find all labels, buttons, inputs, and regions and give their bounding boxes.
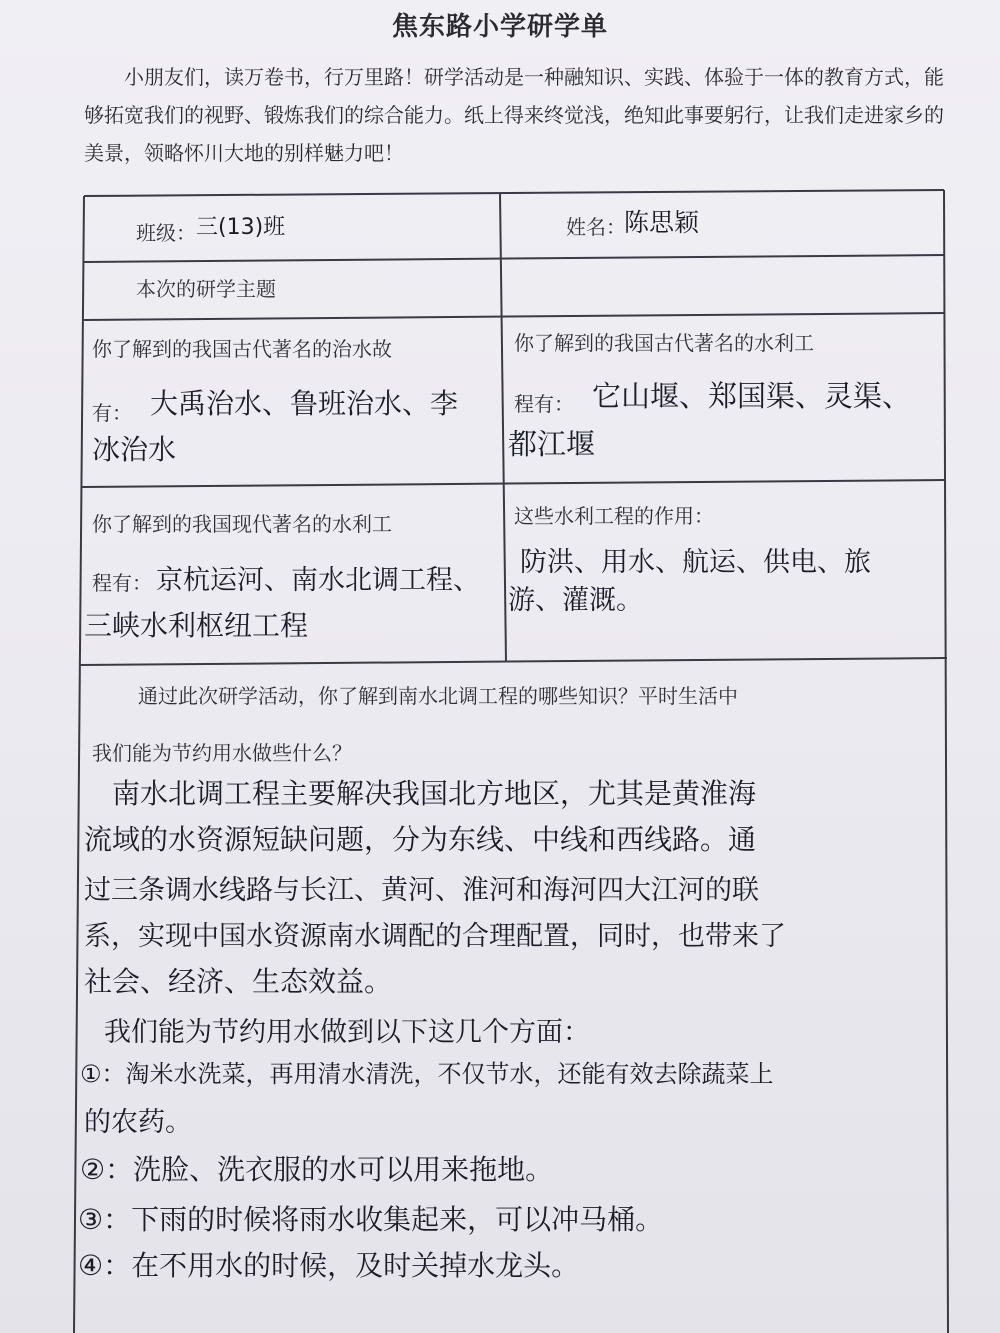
ancient-story-answer-2: 冰治水 bbox=[92, 433, 177, 466]
reflection-answer-line: ④：在不用水的时候，及时关掉水龙头。 bbox=[78, 1249, 580, 1282]
reflection-answer-line: ①：淘米水洗菜，再用清水清洗，不仅节水，还能有效去除蔬菜上 bbox=[80, 1060, 774, 1088]
name-value: 陈思颖 bbox=[624, 208, 700, 237]
grid-line-row4 bbox=[79, 658, 947, 665]
reflection-answer-line: 我们能为节约用水做到以下这几个方面： bbox=[104, 1017, 590, 1048]
grid-line-row1 bbox=[84, 255, 945, 262]
ancient-project-prompt-1: 你了解到的我国古代著名的水利工 bbox=[514, 331, 814, 355]
grid-line-top bbox=[84, 190, 944, 196]
reflection-question-2: 我们能为节约用水做些什么？ bbox=[92, 741, 352, 765]
project-effect-answer-2: 游、灌溉。 bbox=[508, 585, 643, 616]
ancient-story-prompt-2: 有： bbox=[92, 401, 132, 425]
project-effect-answer-1: 防洪、用水、航运、供电、旅 bbox=[520, 547, 871, 578]
reflection-answer-line: ②：洗脸、洗衣服的水可以用来拖地。 bbox=[80, 1153, 554, 1186]
modern-project-answer-1: 京杭运河、南水北调工程、 bbox=[156, 565, 480, 596]
reflection-answer-line: ③：下雨的时候将雨水收集起来，可以冲马桶。 bbox=[78, 1203, 664, 1236]
grid-line-row2 bbox=[84, 313, 945, 320]
modern-project-prompt-2: 程有： bbox=[92, 571, 152, 595]
grid-line-row3 bbox=[82, 480, 946, 487]
modern-project-prompt-1: 你了解到的我国现代著名的水利工 bbox=[92, 512, 392, 536]
reflection-answer-line: 系，实现中国水资源南水调配的合理配置，同时，也带来了 bbox=[84, 921, 786, 952]
reflection-answer-line: 流域的水资源短缺问题，分为东线、中线和西线路。通 bbox=[84, 823, 757, 856]
class-value: 三(13)班 bbox=[196, 215, 286, 240]
reflection-answer-line: 的农药。 bbox=[84, 1107, 192, 1138]
ancient-story-answer-1: 大禹治水、鲁班治水、李 bbox=[150, 387, 459, 420]
name-label: 姓名： bbox=[566, 215, 626, 239]
project-effect-prompt: 这些水利工程的作用： bbox=[514, 504, 714, 528]
ancient-project-answer-2: 都江堰 bbox=[508, 427, 596, 461]
ancient-project-answer-1: 它山堰、郑国渠、灵渠、 bbox=[592, 379, 912, 413]
grid-line-right bbox=[944, 190, 948, 1333]
reflection-answer-line: 过三条调水线路与长江、黄河、淮河和海河四大江河的联 bbox=[84, 875, 759, 906]
class-label: 班级： bbox=[136, 221, 196, 245]
theme-label: 本次的研学主题 bbox=[136, 277, 276, 301]
intro-text: 小朋友们，读万卷书，行万里路！研学活动是一种融知识、实践、体验于一体的教育方式，能够拓宽我们的视野、锻炼我们的综合能力。纸上得来终觉浅，绝知此事要躬行，让我们走进家乡的美景，领略怀川大地的别样魅力吧！ bbox=[84, 65, 944, 165]
grid-line-middle bbox=[500, 193, 506, 662]
reflection-question-1: 通过此次研学活动，你了解到南水北调工程的哪些知识？平时生活中 bbox=[138, 684, 738, 708]
modern-project-answer-2: 三峡水利枢纽工程 bbox=[84, 609, 309, 642]
worksheet-title: 焦东路小学研学单 bbox=[391, 12, 608, 42]
ancient-story-prompt-1: 你了解到的我国古代著名的治水故 bbox=[92, 337, 392, 361]
reflection-answer-line: 南水北调工程主要解决我国北方地区，尤其是黄淮海 bbox=[112, 777, 757, 810]
ancient-project-prompt-2: 程有： bbox=[514, 392, 574, 416]
reflection-answer-line: 社会、经济、生态效益。 bbox=[84, 965, 393, 998]
